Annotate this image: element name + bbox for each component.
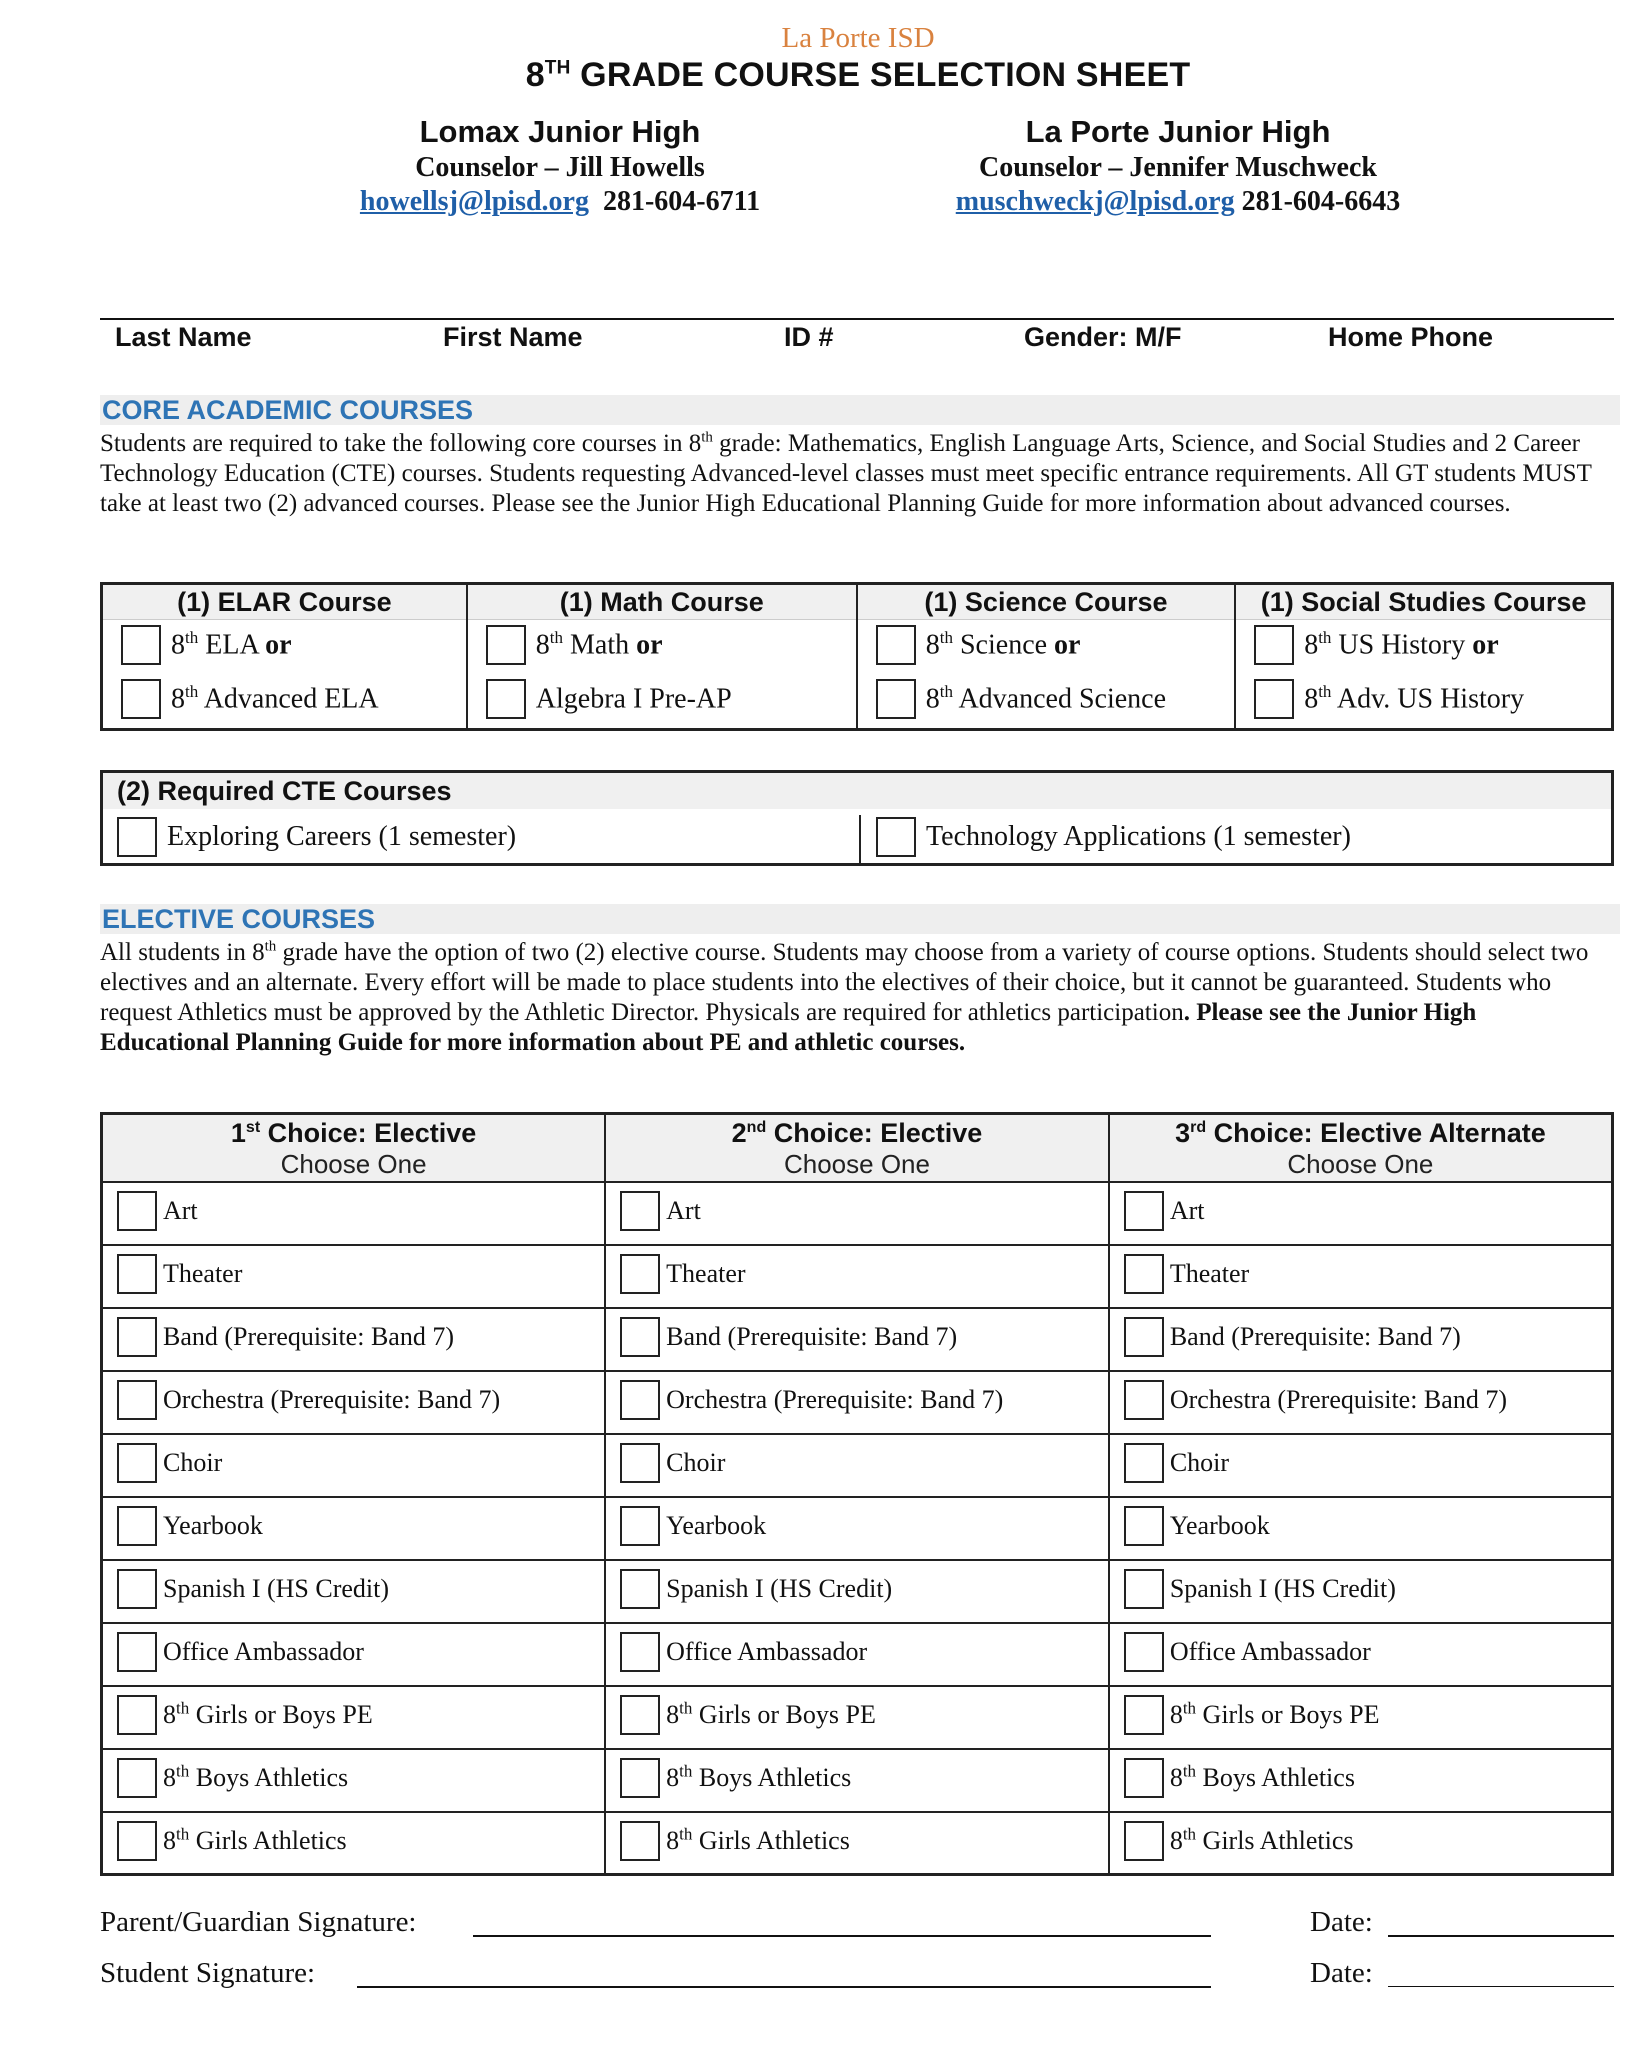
cte-option-technology-applications[interactable] (876, 815, 1351, 859)
elective-option[interactable] (102, 1434, 606, 1497)
elective-option[interactable] (605, 1686, 1109, 1749)
checkbox[interactable] (1124, 1380, 1164, 1420)
option-label: Orchestra (Prerequisite: Band 7) (1169, 1384, 1507, 1414)
option-label: Boys Athletics (1196, 1762, 1355, 1792)
choice-number: 3 (1175, 1117, 1191, 1148)
grade-number: 8 (1169, 1762, 1183, 1792)
option-label: Art (666, 1195, 701, 1225)
option-label: Band (Prerequisite: Band 7) (163, 1321, 454, 1351)
student-signature-label: Student Signature: (100, 1957, 316, 1989)
grade-number: 8 (666, 1762, 680, 1792)
checkbox[interactable] (620, 1758, 660, 1798)
checkbox[interactable] (620, 1632, 660, 1672)
option-label: Yearbook (1169, 1510, 1270, 1540)
option-label: Theater (163, 1258, 243, 1288)
student-signature-line[interactable] (357, 1986, 1211, 1988)
page-title (0, 56, 1640, 95)
option-label: Boys Athletics (189, 1762, 349, 1792)
elective-option[interactable] (605, 1182, 1109, 1245)
option-label: Spanish I (HS Credit) (163, 1573, 390, 1603)
choice-label: Choice: Elective (766, 1117, 983, 1148)
grade-number: 8 (163, 1762, 176, 1792)
choose-one-label: Choose One (783, 1148, 930, 1179)
elective-option[interactable] (1109, 1497, 1613, 1560)
grade-number: 8 (163, 1825, 176, 1855)
elective-option[interactable] (102, 1560, 606, 1623)
core-section-header (100, 395, 1620, 425)
first-name-field[interactable]: First Name (443, 322, 583, 352)
option-label: Advanced ELA (198, 683, 379, 715)
home-phone-field[interactable]: Home Phone (1328, 322, 1494, 352)
option-label: Theater (666, 1258, 746, 1288)
cte-divider (859, 815, 861, 865)
counselor-name: Counselor – Jennifer Muschweck (979, 152, 1377, 183)
option-label: Science (952, 629, 1055, 661)
counselor-contact (898, 185, 1458, 219)
student-info-rule (100, 318, 1614, 320)
checkbox[interactable] (117, 1380, 157, 1420)
checkbox[interactable] (121, 679, 161, 719)
option-label: Choir (1169, 1447, 1230, 1477)
checkbox[interactable] (117, 1443, 157, 1483)
option-label: Office Ambassador (666, 1636, 868, 1666)
science-option-2[interactable] (857, 675, 1235, 730)
cte-options-row (103, 809, 1611, 865)
table-row (102, 1749, 1613, 1812)
grade-sup: th (185, 628, 199, 648)
grade-sup: th (176, 1761, 190, 1781)
elective-choice-header-2 (605, 1114, 1109, 1182)
choice-number: 2 (731, 1117, 747, 1148)
elective-option[interactable] (605, 1497, 1109, 1560)
checkbox[interactable] (1124, 1569, 1164, 1609)
choose-one-label: Choose One (280, 1148, 427, 1179)
checkbox[interactable] (1124, 1821, 1164, 1861)
cte-header: (2) Required CTE Courses (103, 773, 1611, 809)
core-desc-sup: th (701, 429, 713, 446)
grade-number: 8 (666, 1699, 680, 1729)
id-field[interactable]: ID # (784, 322, 834, 352)
checkbox[interactable] (1124, 1695, 1164, 1735)
elar-option-2[interactable] (102, 675, 467, 730)
elective-desc-rest: grade have the option of two (2) elective course. Students may choose from a variety of course options. Students should select two electives and an alternate. Every effort will be made to place students into the electives of their choice, but it cannot be guaranteed. Students who request Athletics must be approved by the Athletic Director. Physicals are required for athletics participation (100, 939, 1589, 1026)
grade-sup: th (679, 1761, 693, 1781)
cte-option-exploring-careers[interactable] (117, 815, 516, 859)
checkbox[interactable] (1124, 1506, 1164, 1546)
choice-label: Choice: Elective (260, 1117, 477, 1148)
core-section-title: CORE ACADEMIC COURSES (102, 395, 474, 425)
elective-option[interactable] (605, 1308, 1109, 1371)
option-label: Office Ambassador (1169, 1636, 1371, 1666)
option-label: Technology Applications (1 semester) (926, 821, 1351, 852)
choose-one-label: Choose One (1287, 1148, 1434, 1179)
elective-option[interactable] (102, 1371, 606, 1434)
grade-sup: th (939, 682, 953, 702)
grade-sup: th (679, 1698, 693, 1718)
elective-option[interactable] (605, 1245, 1109, 1308)
checkbox[interactable] (117, 1695, 157, 1735)
checkbox[interactable] (620, 1380, 660, 1420)
counselor-contact (280, 185, 840, 219)
option-label: Yearbook (163, 1510, 263, 1540)
grade-sup: th (1182, 1824, 1197, 1844)
checkbox[interactable] (117, 817, 157, 857)
option-label: Girls or Boys PE (1196, 1699, 1380, 1729)
or-label: or (1472, 629, 1499, 661)
option-label: Math (563, 629, 637, 661)
option-label: Art (163, 1195, 198, 1225)
elective-choice-header-3 (1109, 1114, 1613, 1182)
elective-option[interactable] (605, 1560, 1109, 1623)
parent-date-line[interactable] (1388, 1935, 1614, 1937)
grade-number: 8 (535, 629, 550, 661)
table-row (102, 1686, 1613, 1749)
school-laporte (898, 113, 1458, 219)
choice-title (606, 1117, 1108, 1149)
choice-sup: rd (1190, 1118, 1207, 1136)
table-row (102, 1560, 1613, 1623)
option-label: Band (Prerequisite: Band 7) (666, 1321, 958, 1351)
checkbox[interactable] (620, 1569, 660, 1609)
student-date-label: Date: (1310, 1957, 1373, 1989)
elective-courses-table (100, 1112, 1614, 1876)
last-name-field[interactable]: Last Name (115, 322, 252, 352)
option-label: Orchestra (Prerequisite: Band 7) (163, 1384, 501, 1414)
checkbox[interactable] (117, 1821, 157, 1861)
checkbox[interactable] (1124, 1443, 1164, 1483)
grade-sup: th (176, 1824, 190, 1844)
elective-desc-text: All students in 8 (100, 939, 265, 966)
grade-number: 8 (171, 683, 185, 715)
elective-option[interactable] (102, 1686, 606, 1749)
checkbox[interactable] (117, 1254, 157, 1294)
choice-sup: st (245, 1118, 261, 1136)
counselor-phone: 281-604-6643 (1241, 186, 1401, 217)
elective-option[interactable] (1109, 1686, 1613, 1749)
grade-number: 8 (1169, 1699, 1183, 1729)
elective-option[interactable] (102, 1497, 606, 1560)
school-lomax (280, 113, 840, 219)
grade-number: 8 (1304, 683, 1319, 715)
elective-desc-bold: Please see the Junior High Educational Planning Guide for more information about PE and athletic courses. (100, 999, 1477, 1056)
option-label: Girls Athletics (692, 1825, 850, 1855)
core-desc-rest: grade: Mathematics, English Language Arts, Science, and Social Studies and 2 Career Technology Education (CTE) courses. Students requesting Advanced-level classes must meet specific entrance requirements. All GT students MUST take at least two (2) advanced courses. Please see the Junior High Educational Planning Guide for more information about advanced courses. (100, 430, 1592, 517)
option-label: Girls or Boys PE (189, 1699, 373, 1729)
option-label: Choir (163, 1447, 223, 1477)
table-row (102, 1371, 1613, 1434)
elective-option[interactable] (102, 1245, 606, 1308)
social-studies-header: (1) Social Studies Course (1235, 584, 1612, 620)
science-option-1[interactable] (857, 620, 1235, 675)
checkbox[interactable] (117, 1191, 157, 1231)
checkbox[interactable] (1124, 1317, 1164, 1357)
elective-option[interactable] (605, 1812, 1109, 1875)
checkbox[interactable] (620, 1317, 660, 1357)
elective-description (100, 938, 1610, 1058)
school-name: La Porte Junior High (1025, 114, 1331, 149)
elective-option[interactable] (1109, 1560, 1613, 1623)
choice-title (103, 1117, 604, 1149)
elective-option[interactable] (1109, 1434, 1613, 1497)
grade-number: 8 (666, 1825, 680, 1855)
elective-option[interactable] (1109, 1812, 1613, 1875)
table-row (102, 1434, 1613, 1497)
option-label: Office Ambassador (163, 1636, 364, 1666)
grade-number: 8 (163, 1699, 176, 1729)
option-label: Exploring Careers (1 semester) (167, 821, 517, 852)
elar-header: (1) ELAR Course (102, 584, 467, 620)
elective-option[interactable] (1109, 1245, 1613, 1308)
or-label: or (636, 629, 663, 661)
option-label: Band (Prerequisite: Band 7) (1169, 1321, 1461, 1351)
elective-option[interactable] (1109, 1182, 1613, 1245)
checkbox[interactable] (620, 1191, 660, 1231)
core-courses-table (100, 582, 1614, 731)
elective-option[interactable] (605, 1434, 1109, 1497)
student-date-line[interactable] (1388, 1986, 1614, 1987)
science-header: (1) Science Course (857, 584, 1235, 620)
grade-sup: th (185, 682, 199, 702)
checkbox[interactable] (876, 679, 916, 719)
social-studies-option-1[interactable] (1235, 620, 1612, 675)
checkbox[interactable] (876, 817, 916, 857)
checkbox[interactable] (117, 1569, 157, 1609)
math-header: (1) Math Course (467, 584, 857, 620)
or-label: or (1054, 629, 1081, 661)
option-label: Girls Athletics (189, 1825, 347, 1855)
grade-number: 8 (1169, 1825, 1183, 1855)
checkbox[interactable] (121, 625, 161, 665)
elective-option[interactable] (605, 1371, 1109, 1434)
choice-title (1110, 1117, 1611, 1149)
parent-signature-label: Parent/Guardian Signature: (100, 1906, 417, 1938)
option-label: Spanish I (HS Credit) (666, 1573, 893, 1603)
grade-sup: th (1182, 1698, 1197, 1718)
parent-signature-line[interactable] (473, 1935, 1211, 1937)
elective-section-header (100, 904, 1620, 934)
option-label: Boys Athletics (692, 1762, 852, 1792)
elective-desc-sup: th (264, 938, 277, 955)
checkbox[interactable] (620, 1821, 660, 1861)
elective-option[interactable] (605, 1749, 1109, 1812)
social-studies-option-2[interactable] (1235, 675, 1612, 730)
grade-number: 8 (925, 683, 940, 715)
choice-label: Choice: Elective Alternate (1206, 1117, 1546, 1148)
checkbox[interactable] (486, 625, 526, 665)
or-label: or (265, 629, 292, 661)
checkbox[interactable] (117, 1758, 157, 1798)
elective-option[interactable] (102, 1308, 606, 1371)
elective-option[interactable] (102, 1812, 606, 1875)
elective-option[interactable] (102, 1749, 606, 1812)
elar-option-1[interactable] (102, 620, 467, 675)
math-option-1[interactable] (467, 620, 857, 675)
option-label: ELA (198, 629, 266, 661)
checkbox[interactable] (1254, 625, 1294, 665)
elective-section-title: ELECTIVE COURSES (102, 904, 376, 934)
checkbox[interactable] (620, 1506, 660, 1546)
option-label: Advanced Science (952, 683, 1167, 715)
option-label: Orchestra (Prerequisite: Band 7) (666, 1384, 1004, 1414)
checkbox[interactable] (1124, 1191, 1164, 1231)
checkbox[interactable] (117, 1317, 157, 1357)
elective-option[interactable] (1109, 1749, 1613, 1812)
grade-sup: th (549, 628, 564, 648)
cte-courses-box (100, 770, 1614, 866)
title-suffix: TH (544, 57, 571, 79)
option-label: US History (1331, 629, 1473, 661)
option-label: Art (1169, 1195, 1205, 1225)
core-desc-text: Students are required to take the following core courses in 8 (100, 430, 702, 457)
elective-option[interactable] (1109, 1308, 1613, 1371)
counselor-email-link[interactable]: howellsj@lpisd.org (359, 186, 589, 217)
counselor-name: Counselor – Jill Howells (415, 152, 705, 183)
checkbox[interactable] (486, 679, 526, 719)
grade-sup: th (1318, 682, 1332, 702)
checkbox[interactable] (620, 1254, 660, 1294)
checkbox[interactable] (117, 1506, 157, 1546)
math-option-2[interactable] (467, 675, 857, 730)
checkbox[interactable] (620, 1443, 660, 1483)
grade-sup: th (679, 1824, 693, 1844)
title-text: GRADE COURSE SELECTION SHEET (570, 56, 1191, 94)
grade-sup: th (1182, 1761, 1197, 1781)
option-label: Algebra I Pre-AP (535, 683, 732, 715)
table-row (102, 1308, 1613, 1371)
elective-option[interactable] (102, 1623, 606, 1686)
school-name: Lomax Junior High (419, 114, 701, 149)
counselor-phone: 281-604-6711 (602, 186, 761, 217)
checkbox[interactable] (620, 1695, 660, 1735)
option-label: Girls or Boys PE (692, 1699, 876, 1729)
grade-number: 8 (171, 629, 185, 661)
grade-sup: th (176, 1698, 190, 1718)
gender-field[interactable]: Gender: M/F (1024, 322, 1182, 352)
checkbox[interactable] (876, 625, 916, 665)
option-label: Spanish I (HS Credit) (1169, 1573, 1396, 1603)
checkbox[interactable] (117, 1632, 157, 1672)
checkbox[interactable] (1124, 1758, 1164, 1798)
checkbox[interactable] (1254, 679, 1294, 719)
counselor-email-link[interactable]: muschweckj@lpisd.org (955, 186, 1235, 217)
district-name: La Porte ISD (781, 22, 935, 54)
choice-number: 1 (230, 1117, 246, 1148)
table-row (102, 1245, 1613, 1308)
table-row (102, 1812, 1613, 1875)
grade-number: 8 (925, 629, 940, 661)
elective-option[interactable] (1109, 1371, 1613, 1434)
elective-option[interactable] (1109, 1623, 1613, 1686)
table-row (102, 1623, 1613, 1686)
option-label: Choir (666, 1447, 726, 1477)
checkbox[interactable] (1124, 1254, 1164, 1294)
choice-sup: nd (746, 1118, 767, 1136)
option-label: Adv. US History (1331, 683, 1525, 715)
option-label: Theater (1169, 1258, 1250, 1288)
core-description (100, 429, 1610, 519)
elective-desc-dot: . (1183, 999, 1197, 1026)
elective-choice-header-1 (102, 1114, 606, 1182)
grade-sup: th (1318, 628, 1332, 648)
option-label: Yearbook (666, 1510, 767, 1540)
checkbox[interactable] (1124, 1632, 1164, 1672)
table-row (102, 1182, 1613, 1245)
option-label: Girls Athletics (1196, 1825, 1354, 1855)
elective-option[interactable] (102, 1182, 606, 1245)
grade-number: 8 (1304, 629, 1319, 661)
grade-sup: th (939, 628, 953, 648)
title-grade: 8 (525, 56, 545, 94)
table-row (102, 1497, 1613, 1560)
parent-date-label: Date: (1310, 1906, 1373, 1938)
elective-option[interactable] (605, 1623, 1109, 1686)
